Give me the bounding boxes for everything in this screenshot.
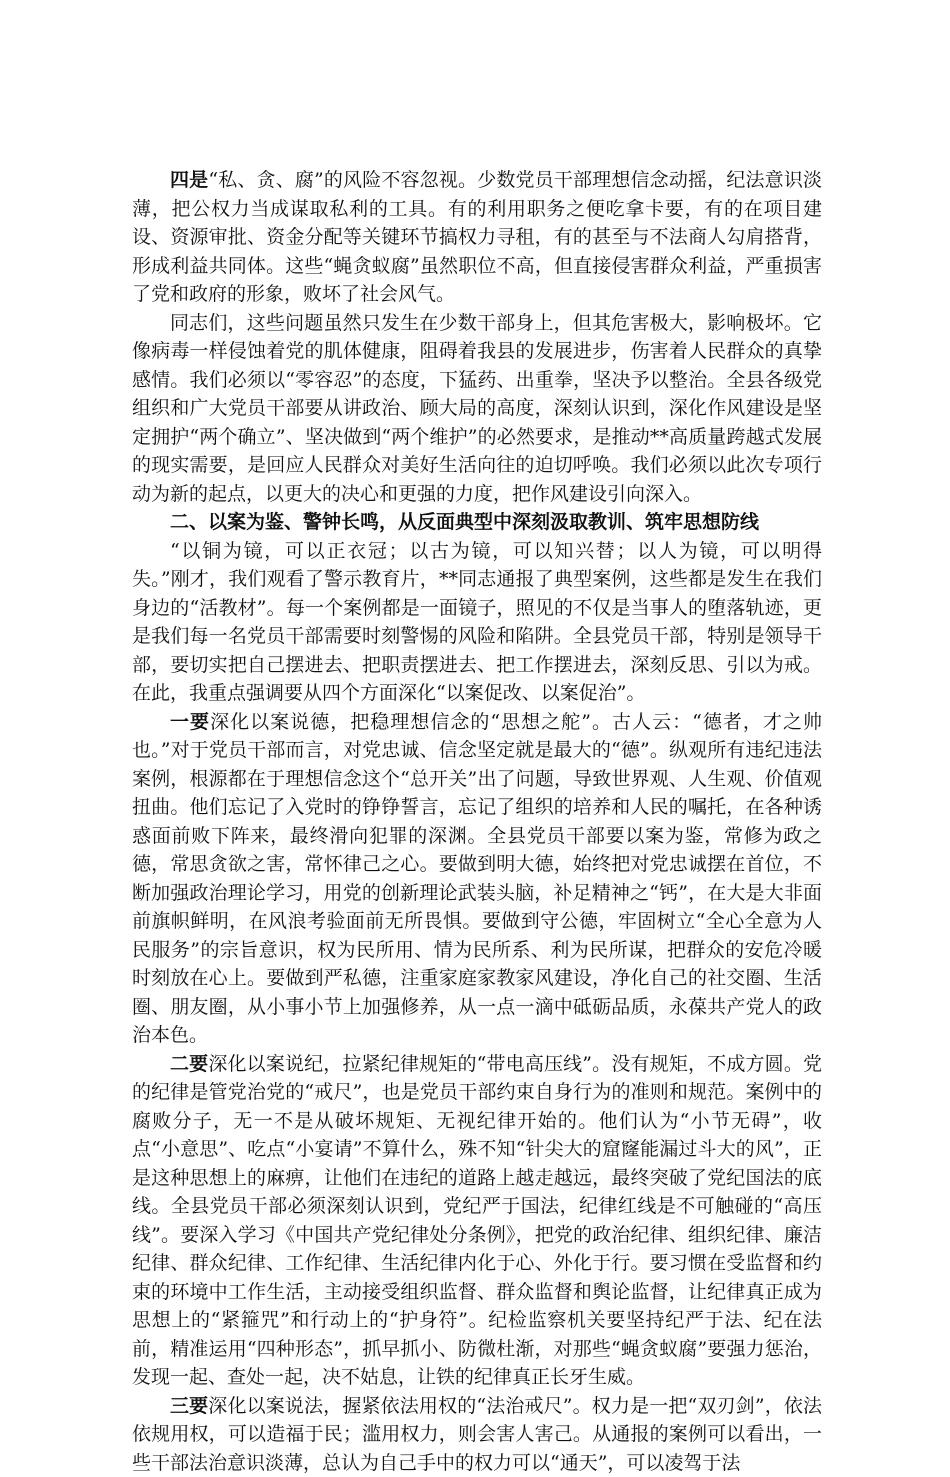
section-heading: 二、以案为鉴、警钟长鸣，从反面典型中深刻汲取教训、筑牢思想防线 bbox=[132, 508, 822, 537]
document-body bbox=[132, 166, 822, 1477]
paragraph-lead: 三要 bbox=[170, 1395, 208, 1417]
paragraph-point-two bbox=[132, 1050, 822, 1392]
paragraph-lead: 一要 bbox=[170, 711, 210, 733]
paragraph-point-three bbox=[132, 1392, 822, 1477]
paragraph-comrades bbox=[132, 309, 822, 509]
paragraph-text: 同志们，这些问题虽然只发生在少数干部身上，但其危害极大，影响极坏。它像病毒一样侵蚀着党的肌体健康，阻碍着我县的发展进步，伤害着人民群众的真挚感情。我们必须以“零容忍”的态度，下猛药、出重拳，坚决予以整治。全县各级党组织和广大党员干部要从讲政治、顾大局的高度，深刻认识到，深化作风建设是坚定拥护“两个确立”、坚决做到“两个维护”的必然要求，是推动**高质量跨越式发展的现实需要，是回应人民群众对美好生活向往的迫切呼唤。我们必须以此次专项行动为新的起点，以更大的决心和更强的力度，把作风建设引向深入。 bbox=[132, 312, 822, 505]
paragraph-point-one bbox=[132, 708, 822, 1050]
paragraph-text: 深化以案说纪，拉紧纪律规矩的“带电高压线”。没有规矩，不成方圆。党的纪律是管党治党的“戒尺”，也是党员干部约束自身行为的准则和规范。案例中的腐败分子，无一不是从破坏规矩、无视纪律开始的。他们认为“小节无碍”，收点“小意思”、吃点“小宴请”不算什么，殊不知“针尖大的窟窿能漏过斗大的风”，正是这种思想上的麻痹，让他们在违纪的道路上越走越远，最终突破了党纪国法的底线。全县党员干部必须深刻认识到，党纪严于国法，纪律红线是不可触碰的“高压线”。要深入学习《中国共产党纪律处分条例》，把党的政治纪律、组织纪律、廉洁纪律、群众纪律、工作纪律、生活纪律内化于心、外化于行。要习惯在受监督和约束的环境中工作生活，主动接受组织监督、群众监督和舆论监督，让纪律真正成为思想上的“紧箍咒”和行动上的“护身符”。纪检监察机关要坚持纪严于法、纪在法前，精准运用“四种形态”，抓早抓小、防微杜渐，对那些“蝇贪蚁腐”要强力惩治，发现一起、查处一起，决不姑息，让铁的纪律真正长牙生威。 bbox=[132, 1053, 822, 1389]
paragraph-risk-four bbox=[132, 166, 822, 309]
paragraph-lead: 二要 bbox=[170, 1053, 208, 1075]
paragraph-text: 深化以案说德，把稳理想信念的“思想之舵”。古人云：“德者，才之帅也。”对于党员干部而言，对党忠诚、信念坚定就是最大的“德”。纵观所有违纪违法案例，根源都在于理想信念这个“总开关”出了问题，导致世界观、人生观、价值观扭曲。他们忘记了入党时的铮铮誓言，忘记了组织的培养和人民的嘱托，在各种诱惑面前败下阵来，最终滑向犯罪的深渊。全县党员干部要以案为鉴，常修为政之德，常思贪欲之害，常怀律己之心。要做到明大德，始终把对党忠诚摆在首位，不断加强政治理论学习，用党的创新理论武装头脑，补足精神之“钙”，在大是大非面前旗帜鲜明，在风浪考验面前无所畏惧。要做到守公德，牢固树立“全心全意为人民服务”的宗旨意识，权为民所用、情为民所系、利为民所谋，把群众的安危冷暖时刻放在心上。要做到严私德，注重家庭家教家风建设，净化自己的社交圈、生活圈、朋友圈，从小事小节上加强修养，从一点一滴中砥砺品质，永葆共产党人的政治本色。 bbox=[132, 711, 822, 1047]
paragraph-mirror-quote bbox=[132, 537, 822, 708]
paragraph-lead: 四是 bbox=[170, 169, 208, 191]
paragraph-text: 深化以案说法，握紧依法用权的“法治戒尺”。权力是一把“双刃剑”，依法依规用权，可以造福于民；滥用权力，则会害人害己。从通报的案例可以看出，一些干部法治意识淡薄，总认为自己手中的权力可以“通天”，可以凌驾于法 bbox=[132, 1395, 822, 1474]
paragraph-text: “私、贪、腐”的风险不容忽视。少数党员干部理想信念动摇，纪法意识淡薄，把公权力当成谋取私利的工具。有的利用职务之便吃拿卡要，有的在项目建设、资源审批、资金分配等关键环节搞权力寻租，有的甚至与不法商人勾肩搭背，形成利益共同体。这些“蝇贪蚁腐”虽然职位不高，但直接侵害群众利益，严重损害了党和政府的形象，败坏了社会风气。 bbox=[132, 169, 822, 305]
paragraph-text: “以铜为镜，可以正衣冠；以古为镜，可以知兴替；以人为镜，可以明得失。”刚才，我们观看了警示教育片，**同志通报了典型案例，这些都是发生在我们身边的“活教材”。每一个案例都是一面镜子，照见的不仅是当事人的堕落轨迹，更是我们每一名党员干部需要时刻警惕的风险和陷阱。全县党员干部，特别是领导干部，要切实把自己摆进去、把职责摆进去、把工作摆进去，深刻反思、引以为戒。在此，我重点强调要从四个方面深化“以案促改、以案促治”。 bbox=[132, 540, 822, 705]
